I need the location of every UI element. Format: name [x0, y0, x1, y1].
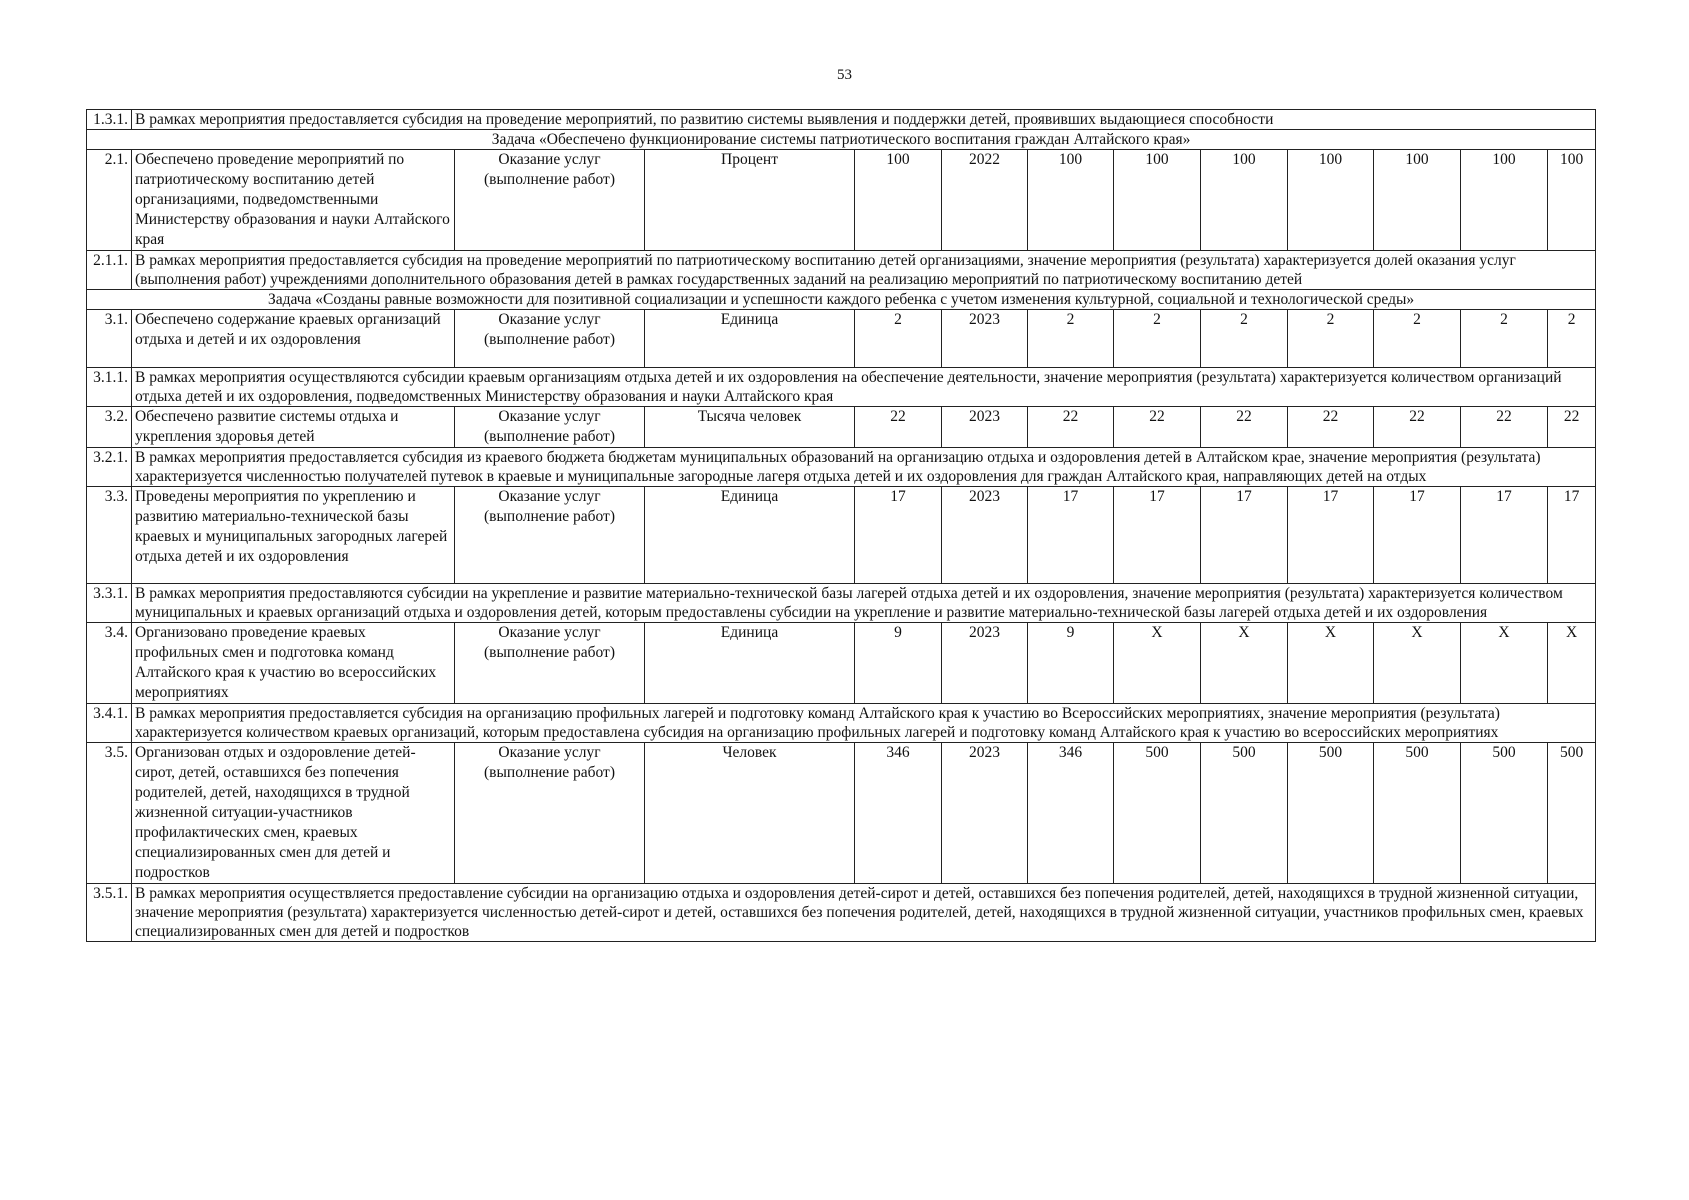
- row-number: 3.3.1.: [87, 584, 132, 623]
- row-number: 3.1.: [87, 310, 132, 368]
- activity-type: Оказание услуг (выполнение работ): [455, 150, 645, 251]
- row-number: 2.1.1.: [87, 251, 132, 290]
- task-heading-row: [87, 290, 1596, 310]
- page-number: 53: [837, 67, 852, 83]
- row-number: 3.2.1.: [87, 448, 132, 487]
- year-value: 17: [1548, 487, 1596, 584]
- note-text: В рамках мероприятия предоставляется субсидия на проведение мероприятий по патриотическому воспитанию детей организациями, значение мероприятия (результата) характеризуется долей оказания услуг (выполнения работ) учреждениями дополнительного образования детей в рамках государственных заданий на реализацию мероприятий по патриотическому воспитанию детей: [132, 251, 1596, 290]
- note-row: [87, 110, 1596, 130]
- year-value: 2: [1028, 310, 1114, 368]
- year-value: 22: [1548, 407, 1596, 448]
- activity-name: Организован отдых и оздоровление детей-сирот, детей, оставшихся без попечения родителей, детей, находящихся в трудной жизненной ситуации-участников профилактических смен, краевых специализированных смен для детей и подростков: [132, 743, 455, 884]
- year-value: 17: [1288, 487, 1374, 584]
- table-row: [87, 623, 1596, 704]
- activity-type: Оказание услуг (выполнение работ): [455, 310, 645, 368]
- table-row: [87, 150, 1596, 251]
- note-row: [87, 704, 1596, 743]
- unit-of-measure: Единица: [645, 487, 855, 584]
- year-value: 2: [1288, 310, 1374, 368]
- year-value: X: [1548, 623, 1596, 704]
- row-number: 3.3.: [87, 487, 132, 584]
- row-number: 3.4.: [87, 623, 132, 704]
- year-value: 9: [1028, 623, 1114, 704]
- base-year: 2023: [942, 743, 1028, 884]
- activity-name: Обеспечено проведение мероприятий по патриотическому воспитанию детей организациями, подведомственными Министерству образования и науки Алтайского края: [132, 150, 455, 251]
- base-year: 2023: [942, 310, 1028, 368]
- note-row: [87, 251, 1596, 290]
- year-value: 500: [1114, 743, 1201, 884]
- table-row: [87, 310, 1596, 368]
- year-value: 17: [1201, 487, 1288, 584]
- activity-name: Проведены мероприятия по укреплению и развитию материально-технической базы краевых и муниципальных загородных лагерей отдыха детей и их оздоровления: [132, 487, 455, 584]
- year-value: 100: [1114, 150, 1201, 251]
- note-row: [87, 884, 1596, 942]
- base-value: 22: [855, 407, 942, 448]
- row-number: 3.4.1.: [87, 704, 132, 743]
- row-number: 1.3.1.: [87, 110, 132, 130]
- activity-type: Оказание услуг (выполнение работ): [455, 743, 645, 884]
- task-heading: Задача «Созданы равные возможности для позитивной социализации и успешности каждого ребенка с учетом изменения культурной, социальной и технологической среды»: [87, 290, 1596, 310]
- activities-table: [86, 109, 1596, 942]
- year-value: 2: [1548, 310, 1596, 368]
- year-value: 17: [1114, 487, 1201, 584]
- base-year: 2023: [942, 407, 1028, 448]
- table-row: [87, 407, 1596, 448]
- unit-of-measure: Единица: [645, 310, 855, 368]
- year-value: 17: [1461, 487, 1548, 584]
- table-row: [87, 743, 1596, 884]
- year-value: 2: [1461, 310, 1548, 368]
- year-value: 100: [1461, 150, 1548, 251]
- base-value: 100: [855, 150, 942, 251]
- year-value: 346: [1028, 743, 1114, 884]
- year-value: X: [1201, 623, 1288, 704]
- year-value: 22: [1374, 407, 1461, 448]
- task-heading-row: [87, 130, 1596, 150]
- task-heading: Задача «Обеспечено функционирование системы патриотического воспитания граждан Алтайского края»: [87, 130, 1596, 150]
- year-value: 100: [1201, 150, 1288, 251]
- note-text: В рамках мероприятия осуществляются субсидии краевым организациям отдыха детей и их оздоровления на обеспечение деятельности, значение мероприятия (результата) характеризуется количеством организаций отдыха детей и их оздоровления, подведомственных Министерству образования и науки Алтайского края: [132, 368, 1596, 407]
- note-text: В рамках мероприятия осуществляется предоставление субсидии на организацию отдыха и оздоровления детей-сирот и детей, оставшихся без попечения родителей, детей, находящихся в трудной жизненной ситуации, значение мероприятия (результата) характеризуется численностью детей-сирот и детей, оставшихся без попечения родителей, детей, находящихся в трудной жизненной ситуации, участников профильных смен, краевых специализированных смен для детей и подростков: [132, 884, 1596, 942]
- base-year: 2023: [942, 623, 1028, 704]
- table-row: [87, 487, 1596, 584]
- year-value: X: [1374, 623, 1461, 704]
- row-number: 3.5.1.: [87, 884, 132, 942]
- year-value: 500: [1461, 743, 1548, 884]
- year-value: 100: [1548, 150, 1596, 251]
- year-value: 17: [1028, 487, 1114, 584]
- activity-type: Оказание услуг (выполнение работ): [455, 407, 645, 448]
- year-value: 22: [1288, 407, 1374, 448]
- year-value: 100: [1028, 150, 1114, 251]
- year-value: 2: [1201, 310, 1288, 368]
- year-value: 22: [1461, 407, 1548, 448]
- year-value: 500: [1548, 743, 1596, 884]
- activity-type: Оказание услуг (выполнение работ): [455, 623, 645, 704]
- year-value: 100: [1288, 150, 1374, 251]
- activity-name: Организовано проведение краевых профильных смен и подготовка команд Алтайского края к участию во всероссийских мероприятиях: [132, 623, 455, 704]
- year-value: X: [1461, 623, 1548, 704]
- base-year: 2023: [942, 487, 1028, 584]
- year-value: 500: [1201, 743, 1288, 884]
- note-row: [87, 448, 1596, 487]
- activity-type: Оказание услуг (выполнение работ): [455, 487, 645, 584]
- unit-of-measure: Единица: [645, 623, 855, 704]
- note-text: В рамках мероприятия предоставляется субсидия на проведение мероприятий, по развитию системы выявления и поддержки детей, проявивших выдающиеся способности: [132, 110, 1596, 130]
- note-text: В рамках мероприятия предоставляется субсидия из краевого бюджета бюджетам муниципальных образований на организацию отдыха и оздоровления детей в Алтайском крае, значение мероприятия (результата) характеризуется численностью получателей путевок в краевые и муниципальные загородные лагеря отдыха детей и их оздоровления для граждан Алтайского края, направляющих детей на отдых: [132, 448, 1596, 487]
- table-body: [87, 110, 1596, 942]
- base-value: 9: [855, 623, 942, 704]
- base-value: 17: [855, 487, 942, 584]
- base-year: 2022: [942, 150, 1028, 251]
- unit-of-measure: Человек: [645, 743, 855, 884]
- base-value: 2: [855, 310, 942, 368]
- activity-name: Обеспечено содержание краевых организаций отдыха и детей и их оздоровления: [132, 310, 455, 368]
- year-value: 22: [1201, 407, 1288, 448]
- year-value: 500: [1374, 743, 1461, 884]
- year-value: 22: [1114, 407, 1201, 448]
- year-value: X: [1114, 623, 1201, 704]
- row-number: 3.1.1.: [87, 368, 132, 407]
- year-value: 2: [1114, 310, 1201, 368]
- year-value: 100: [1374, 150, 1461, 251]
- note-row: [87, 584, 1596, 623]
- row-number: 2.1.: [87, 150, 132, 251]
- note-text: В рамках мероприятия предоставляется субсидия на организацию профильных лагерей и подготовку команд Алтайского края к участию во Всероссийских мероприятиях, значение мероприятия (результата) характеризуется количеством краевых организаций, которым предоставлена субсидия на организацию профильных лагерей и подготовку команд Алтайского края к участию во всероссийских мероприятиях: [132, 704, 1596, 743]
- note-text: В рамках мероприятия предоставляются субсидии на укрепление и развитие материально-технической базы лагерей отдыха детей и их оздоровления, значение мероприятия (результата) характеризуется количеством муниципальных и краевых организаций отдыха и оздоровления детей, которым предоставлены субсидии на укрепление и развитие материально-технической базы лагерей отдыха детей и их оздоровления: [132, 584, 1596, 623]
- base-value: 346: [855, 743, 942, 884]
- activity-name: Обеспечено развитие системы отдыха и укрепления здоровья детей: [132, 407, 455, 448]
- row-number: 3.5.: [87, 743, 132, 884]
- row-number: 3.2.: [87, 407, 132, 448]
- year-value: 2: [1374, 310, 1461, 368]
- unit-of-measure: Процент: [645, 150, 855, 251]
- year-value: X: [1288, 623, 1374, 704]
- unit-of-measure: Тысяча человек: [645, 407, 855, 448]
- year-value: 22: [1028, 407, 1114, 448]
- year-value: 500: [1288, 743, 1374, 884]
- note-row: [87, 368, 1596, 407]
- year-value: 17: [1374, 487, 1461, 584]
